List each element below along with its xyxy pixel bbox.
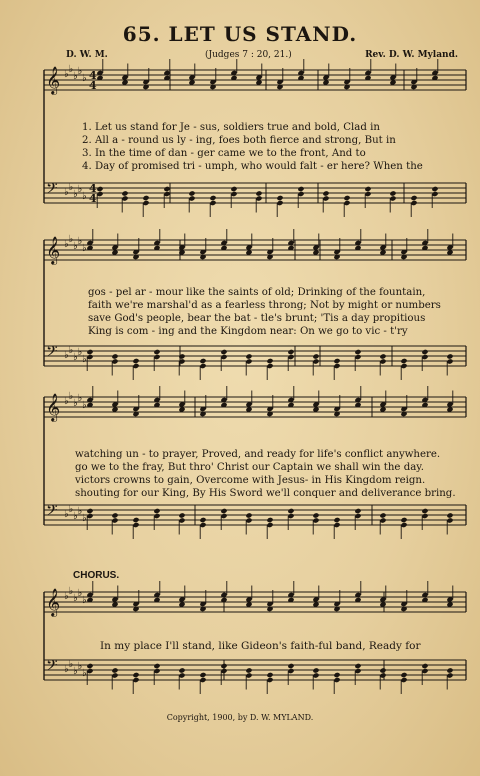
system1-lyrics [82, 121, 423, 173]
note-head [312, 512, 319, 518]
note-head [132, 358, 139, 364]
note-head [446, 667, 453, 673]
note-head [333, 517, 340, 523]
note-head [178, 353, 185, 359]
bass-clef-icon: 𝄢 [46, 343, 58, 364]
flat-icon: ♭ [73, 398, 78, 409]
verse-line: shouting for our King, By His Sword we'll conquer and deliverance bring. [75, 488, 456, 499]
flat-icon: ♭ [68, 659, 74, 670]
flat-icon: ♭ [82, 243, 87, 254]
verse-line: 4. Day of promised tri - umph, who would falt - er here? When the [82, 161, 423, 172]
flat-icon: ♭ [64, 396, 69, 407]
note-head [86, 663, 93, 669]
note-head [354, 508, 361, 514]
note-head [230, 186, 237, 192]
flat-icon: ♭ [73, 666, 78, 677]
note-head [111, 512, 118, 518]
note-head [354, 663, 361, 669]
note-head [199, 517, 206, 523]
note-head [132, 672, 139, 678]
note-head [245, 667, 252, 673]
flat-icon: ♭ [68, 64, 74, 75]
flat-icon: ♭ [77, 347, 83, 358]
note-head [86, 349, 93, 355]
note-head [333, 358, 340, 364]
note-head [379, 512, 386, 518]
flat-icon: ♭ [68, 391, 74, 402]
note-head [209, 195, 216, 201]
treble-clef-icon: 𝄞 [46, 393, 61, 421]
note-head [312, 667, 319, 673]
flat-icon: ♭ [73, 189, 78, 200]
note-head [343, 195, 350, 201]
treble-clef-icon: 𝄞 [46, 66, 61, 94]
note-head [153, 349, 160, 355]
note-head [255, 190, 262, 196]
note-head [379, 667, 386, 673]
note-head [276, 195, 283, 201]
note-head [96, 186, 103, 192]
flat-icon: ♭ [82, 595, 87, 606]
verse-line: King is com - ing and the Kingdom near: On we go to vic - t'ry [88, 326, 408, 337]
system2-lyrics [88, 286, 441, 338]
flat-icon: ♭ [64, 69, 69, 80]
flat-icon: ♭ [64, 187, 69, 198]
flat-icon: ♭ [82, 73, 87, 84]
note-head [245, 353, 252, 359]
note-head [421, 349, 428, 355]
note-head [220, 349, 227, 355]
note-head [379, 353, 386, 359]
note-head [86, 508, 93, 514]
bass-clef-icon: 𝄢 [46, 180, 58, 201]
flat-icon: ♭ [82, 191, 87, 202]
system3-lyrics [75, 448, 456, 500]
flat-icon: ♭ [82, 354, 87, 365]
chorus-label: CHORUS. [73, 570, 120, 581]
time-signature: 4 [89, 79, 97, 92]
verse-line: 1. Let us stand for Je - sus, soldiers true and bold, Clad in [82, 122, 380, 133]
note-head [287, 508, 294, 514]
composer-initials: D. W. M. [66, 50, 108, 60]
note-head [354, 349, 361, 355]
note-head [178, 667, 185, 673]
note-head [287, 349, 294, 355]
verse-line: gos - pel ar - mour like the saints of old; Drinking of the fountain, [88, 287, 426, 298]
note-head [153, 508, 160, 514]
flat-icon: ♭ [68, 504, 74, 515]
time-signature: 4 [89, 182, 97, 195]
chorus-lyric: In my place I'll stand, like Gideon's faith-ful band, Ready for [100, 640, 421, 652]
note-head [132, 517, 139, 523]
flat-icon: ♭ [64, 509, 69, 520]
verse-line: go we to the fray, But thro' Christ our Captain we shall win the day. [75, 462, 424, 473]
note-head [220, 508, 227, 514]
flat-icon: ♭ [82, 513, 87, 524]
note-head [142, 195, 149, 201]
hymn-title: 65. LET US STAND. [122, 22, 358, 46]
note-head [322, 190, 329, 196]
note-head [431, 186, 438, 192]
note-head [287, 663, 294, 669]
note-head [188, 190, 195, 196]
note-head [245, 512, 252, 518]
time-signature: 4 [89, 69, 97, 82]
note-head [153, 663, 160, 669]
flat-icon: ♭ [77, 506, 83, 517]
flat-icon: ♭ [73, 241, 78, 252]
bass-clef-icon: 𝄢 [46, 657, 58, 678]
note-head [364, 186, 371, 192]
flat-icon: ♭ [68, 234, 74, 245]
bass-clef-icon: 𝄢 [46, 502, 58, 523]
note-head [220, 663, 227, 669]
flat-icon: ♭ [77, 66, 83, 77]
verse-line: save God's people, bear the bat - tle's brunt; 'Tis a day propitious [88, 313, 426, 324]
note-head [389, 190, 396, 196]
note-head [266, 517, 273, 523]
verse-line: faith we're marshal'd as a fearless throng; Not by might or numbers [88, 300, 441, 311]
flat-icon: ♭ [64, 591, 69, 602]
verse-line: victors crowns to gain, Overcome with Jesus- in His Kingdom reign. [75, 475, 426, 486]
verse-line: 2. All a - round us ly - ing, foes both fierce and strong, But in [82, 135, 396, 146]
note-head [121, 190, 128, 196]
note-head [400, 517, 407, 523]
copyright-notice: Copyright, 1900, by D. W. MYLAND. [166, 713, 314, 722]
flat-icon: ♭ [82, 668, 87, 679]
hymn-author: Rev. D. W. Myland. [365, 50, 458, 60]
verse-line: 3. In the time of dan - ger came we to the front, And to [82, 148, 366, 159]
note-head [199, 672, 206, 678]
note-head [421, 663, 428, 669]
flat-icon: ♭ [77, 661, 83, 672]
flat-icon: ♭ [77, 236, 83, 247]
note-head [446, 353, 453, 359]
flat-icon: ♭ [64, 239, 69, 250]
flat-icon: ♭ [64, 350, 69, 361]
scripture-reference: (Judges 7 : 20, 21.) [205, 50, 292, 60]
note-head [312, 353, 319, 359]
note-head [111, 353, 118, 359]
note-head [297, 186, 304, 192]
flat-icon: ♭ [77, 588, 83, 599]
note-head [446, 512, 453, 518]
treble-clef-icon: 𝄞 [46, 236, 61, 264]
note-head [421, 508, 428, 514]
flat-icon: ♭ [68, 345, 74, 356]
time-signature: 4 [89, 192, 97, 205]
note-head [266, 672, 273, 678]
note-head [199, 358, 206, 364]
flat-icon: ♭ [68, 586, 74, 597]
note-head [266, 358, 273, 364]
flat-icon: ♭ [68, 182, 74, 193]
flat-icon: ♭ [73, 71, 78, 82]
note-head [333, 672, 340, 678]
flat-icon: ♭ [77, 393, 83, 404]
note-head [400, 358, 407, 364]
note-head [410, 195, 417, 201]
treble-clef-icon: 𝄞 [46, 588, 61, 616]
flat-icon: ♭ [77, 184, 83, 195]
note-head [178, 512, 185, 518]
verse-line: watching un - to prayer, Proved, and ready for life's conflict anywhere. [75, 449, 441, 460]
flat-icon: ♭ [73, 352, 78, 363]
flat-icon: ♭ [82, 400, 87, 411]
flat-icon: ♭ [73, 593, 78, 604]
flat-icon: ♭ [73, 511, 78, 522]
flat-icon: ♭ [64, 664, 69, 675]
note-head [111, 667, 118, 673]
note-head [400, 672, 407, 678]
